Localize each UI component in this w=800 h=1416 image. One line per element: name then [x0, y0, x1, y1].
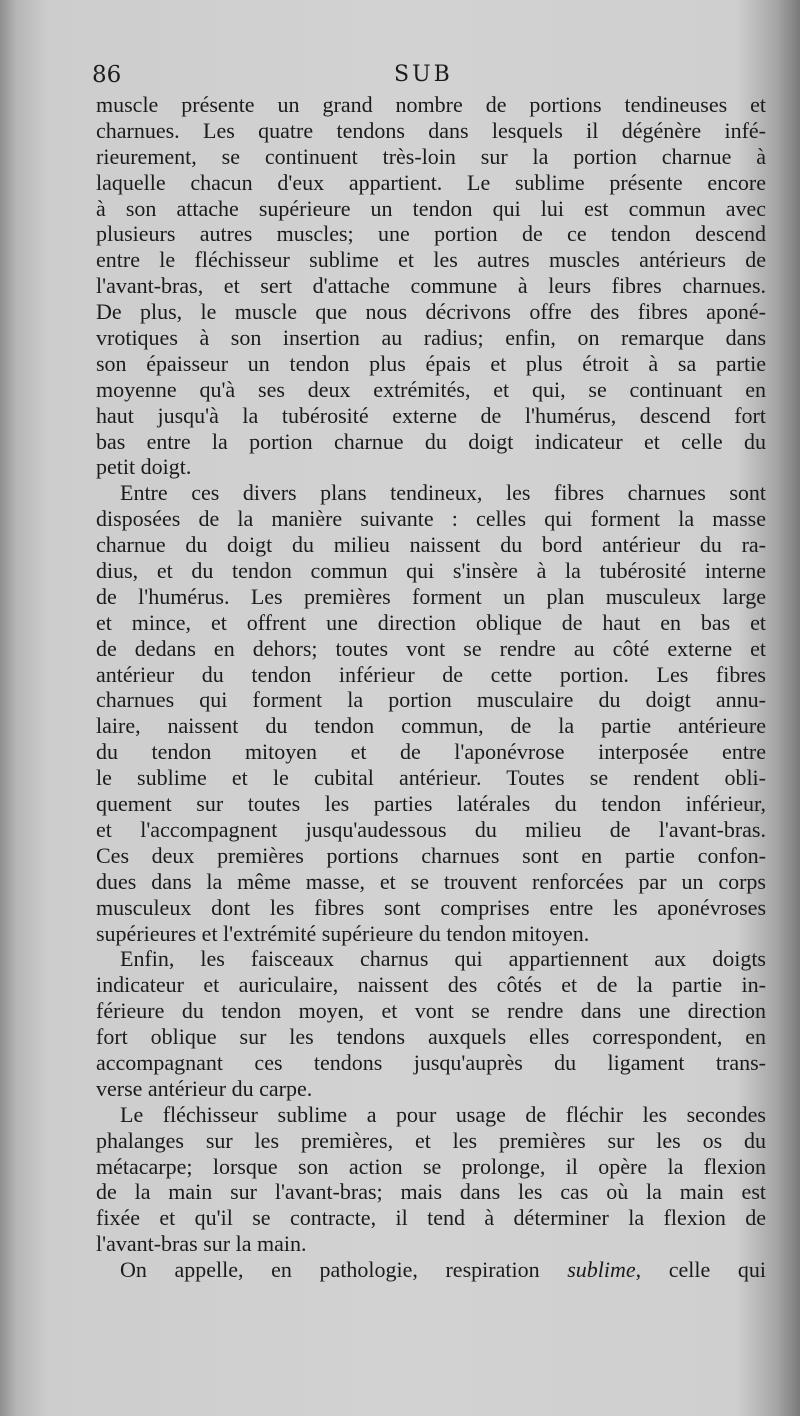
text-run: On appelle, en pathologie, respiration [120, 1257, 568, 1283]
text-line: muscle présente un grand nombre de portions tendineuses et [96, 92, 766, 117]
text-run: , celle qui [635, 1257, 766, 1283]
text-line: et l'accompagnent jusqu'audessous du milieu de l'avant-bras. [96, 816, 766, 842]
text-line: laire, naissent du tendon commun, de la partie antérieure [96, 713, 766, 739]
text-line: de l'humérus. Les premières forment un plan musculeux large [96, 583, 766, 609]
text-line: supérieures et l'extrémité supérieure du tendon mitoyen. [96, 920, 590, 946]
text-line: dues dans la même masse, et se trouvent renforcées par un corps [96, 868, 766, 894]
page-number: 86 [92, 62, 122, 88]
text-line: phalanges sur les premières, et les premières sur les os du [96, 1127, 766, 1153]
body-text [96, 92, 766, 1283]
text-line: charnue du doigt du milieu naissent du bord antérieur du ra- [96, 532, 766, 558]
text-line: dius, et du tendon commun qui s'insère à la tubérosité interne [96, 558, 766, 584]
text-line: laquelle chacun d'eux appartient. Le sublime présente encore [96, 169, 766, 195]
text-line: moyenne qu'à ses deux extrémités, et qui, se continuant en [96, 376, 766, 402]
text-line: haut jusqu'à la tubérosité externe de l'humérus, descend fort [96, 402, 766, 428]
text-line: De plus, le muscle que nous décrivons offre des fibres aponé- [96, 299, 766, 325]
page-header [92, 62, 772, 96]
text-line: de dedans en dehors; toutes vont se rendre au côté externe et [96, 635, 766, 661]
text-line: à son attache supérieure un tendon qui lui est commun avec [96, 195, 766, 221]
text-line: indicateur et auriculaire, naissent des côtés et de la partie in- [96, 972, 766, 998]
text-line: vrotiques à son insertion au radius; enfin, on remarque dans [96, 325, 766, 351]
text-line: Le fléchisseur sublime a pour usage de fléchir les secondes [120, 1101, 766, 1127]
text-line: accompagnant ces tendons jusqu'auprès du ligament trans- [96, 1049, 766, 1075]
text-line: son épaisseur un tendon plus épais et plus étroit à sa partie [96, 350, 766, 376]
text-line: de la main sur l'avant-bras; mais dans les cas où la main est [96, 1179, 766, 1205]
text-line: entre le fléchisseur sublime et les autres muscles antérieurs de [96, 247, 766, 273]
text-line: Entre ces divers plans tendineux, les fibres charnues sont [120, 480, 766, 506]
text-line: Enfin, les faisceaux charnus qui appartiennent aux doigts [120, 946, 766, 972]
text-line: plusieurs autres muscles; une portion de ce tendon descend [96, 221, 766, 247]
text-line: quement sur toutes les parties latérales du tendon inférieur, [96, 791, 766, 817]
text-line: charnues qui forment la portion musculaire du doigt annu- [96, 687, 766, 713]
text-line: rieurement, se continuent très-loin sur la portion charnue à [96, 143, 766, 169]
text-line: du tendon mitoyen et de l'aponévrose interposée entre [96, 739, 766, 765]
text-line: bas entre la portion charnue du doigt indicateur et celle du [96, 428, 766, 454]
text-line: Ces deux premières portions charnues sont en partie confon- [96, 842, 766, 868]
text-line: l'avant-bras sur la main. [96, 1231, 307, 1257]
text-line [96, 1257, 766, 1283]
text-line: férieure du tendon moyen, et vont se rendre dans une direction [96, 998, 766, 1024]
text-line: antérieur du tendon inférieur de cette portion. Les fibres [96, 661, 766, 687]
text-line: fort oblique sur les tendons auxquels elles correspondent, en [96, 1024, 766, 1050]
text-line: l'avant-bras, et sert d'attache commune à leurs fibres charnues. [96, 273, 766, 299]
text-line: musculeux dont les fibres sont comprises entre les aponévroses [96, 894, 766, 920]
text-line: le sublime et le cubital antérieur. Toutes se rendent obli- [96, 765, 766, 791]
italic-term: sublime [567, 1257, 636, 1283]
text-line: petit doigt. [96, 454, 192, 480]
text-line: métacarpe; lorsque son action se prolonge, il opère la flexion [96, 1153, 766, 1179]
text-line: et mince, et offrent une direction oblique de haut en bas et [96, 609, 766, 635]
running-head: SUB [394, 62, 453, 87]
text-line: disposées de la manière suivante : celles qui forment la masse [96, 506, 766, 532]
text-line: verse antérieur du carpe. [96, 1075, 313, 1101]
text-line: fixée et qu'il se contracte, il tend à déterminer la flexion de [96, 1205, 766, 1231]
text-line: charnues. Les quatre tendons dans lesquels il dégénère infé- [96, 117, 766, 143]
